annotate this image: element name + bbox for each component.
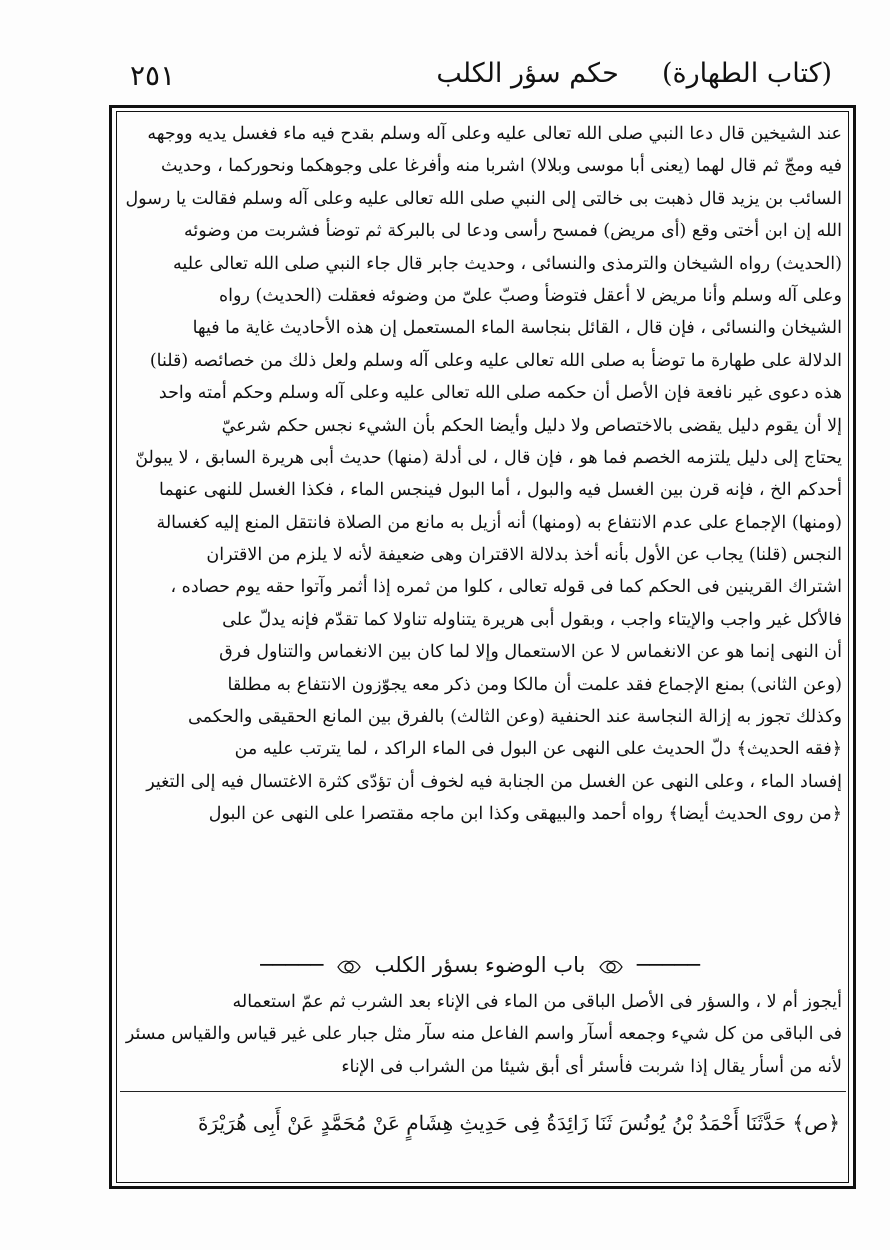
- text-line: ﴿فقه الحديث﴾ دلّ الحديث على النهى عن البول فى الماء الراكد ، لما يترتب عليه من: [234, 739, 842, 760]
- text-line: اشتراك القرينين فى الحكم كما فى قوله تعالى ، كلوا من ثمره إذا أثمر وآتوا حقه يوم حصاده ،: [170, 577, 842, 598]
- hadith-line: ﴿ص﴾ حَدَّثَنَا أَحْمَدُ بْنُ يُونُسَ ثَنَا زَائِدَةُ فِى حَدِيثِ هِشَامٍ عَنْ مُحَمَّدٍ عَنْ أَبِى هُرَيْرَةَ: [198, 1111, 840, 1135]
- text-line: إلا أن يقوم دليل يقضى بالاختصاص ولا دليل وأيضا الحكم بأن الشيء نجس حكم شرعيّ: [221, 415, 842, 436]
- text-line: هذه دعوى غير نافعة فإن الأصل أن حكمه صلى الله تعالى عليه وعلى آله وسلم وحكم أمته واحد: [158, 383, 842, 404]
- text-line: فيه ومجّ ثم قال لهما (يعنى أبا موسى وبلالا) اشربا منه وأفرغا على وجوهكما ونحوركما ، وحديث: [161, 156, 842, 177]
- text-line: إفساد الماء ، وعلى النهى عن الغسل من الجنابة فيه لخوف أن تؤدّى كثرة الاغتسال فيه إلى التغير: [146, 771, 842, 792]
- text-line: (الحديث) رواه الشيخان والترمذى والنسائى ، وحديث جابر قال جاء النبي صلى الله تعالى عليه: [173, 253, 842, 274]
- hadith-separator: [120, 1091, 846, 1092]
- text-line: الله إن ابن أختى وقع (أى مريض) فمسح رأسى ودعا لى بالبركة ثم توضأ فشربت من وضوئه: [183, 221, 842, 242]
- text-line: النجس (قلنا) يجاب عن الأول بأنه أخذ بدلالة الاقتران وهى ضعيفة لأنه لا يلزم من الاقتران: [206, 545, 842, 566]
- text-line: الدلالة على طهارة ما توضأ به صلى الله تعالى عليه وعلى آله وسلم ولعل ذلك من خصائصه (قلنا): [149, 350, 842, 371]
- right-rule: ─────: [260, 953, 324, 977]
- ornament-icon: [336, 956, 362, 978]
- text-line: أيجوز أم لا ، والسؤر فى الأصل الباقى من الماء فى الإناء بعد الشرب ثم عمّ استعماله: [232, 992, 842, 1012]
- running-title: [436, 56, 832, 92]
- ornament-icon: [598, 956, 624, 978]
- page-header: [112, 52, 852, 102]
- text-line: ﴿من روى الحديث أيضا﴾ رواه أحمد والبيهقى وكذا ابن ماجه مقتصرا على النهى عن البول: [208, 804, 842, 825]
- text-line: السائب بن يزيد قال ذهبت بى خالتى إلى النبي صلى الله تعالى عليه وعلى آله وسلم فقالت يا رسول: [125, 188, 842, 209]
- text-line: يحتاج إلى دليل يلتزمه الخصم فما هو ، فإن قال ، لى أدلة (منها) حديث أبى هريرة السابق ، لا يبولنّ: [135, 447, 842, 468]
- chapter-title: حكم سؤر الكلب: [436, 58, 619, 89]
- text-line: فالأكل غير واجب والإيتاء واجب ، وبقول أبى هريرة يتناوله تناولا كما تقدّم فإنه يدلّ على: [222, 609, 842, 630]
- page-number: ٢٥١: [130, 59, 176, 92]
- main-text: [120, 118, 846, 831]
- text-line: (وعن الثانى) بمنع الإجماع فقد علمت أن مالكا ومن ذكر معه يجوّزون الانتفاع به مطلقا: [227, 674, 842, 695]
- text-line: فى الباقى من كل شيء وجمعه أسآر واسم الفاعل منه سآر مثل جبار على غير قياس والقياس مسئر: [125, 1024, 842, 1045]
- book-title: (كتاب الطهارة): [661, 58, 832, 89]
- section-text: [120, 986, 846, 1083]
- text-line: الشيخان والنسائى ، فإن قال ، القائل بنجاسة الماء المستعمل إن هذه الأحاديث غاية ما فيها: [192, 318, 842, 339]
- left-rule: ─────: [636, 953, 700, 977]
- text-line: وعلى آله وسلم وأنا مريض لا أعقل فتوضأ وصبّ علىّ من وضوئه فعقلت (الحديث) رواه: [219, 285, 842, 306]
- section-divider: [220, 948, 740, 982]
- text-line: لأنه من أسأر يقال إذا شربت فأسئر أى أبق شيئا من الشراب فى الإناء: [341, 1056, 842, 1077]
- text-line: (ومنها) الإجماع على عدم الانتفاع به (ومنها) أنه أزيل به مانع من الصلاة فانتقل المنع إليه كغسالة: [156, 512, 842, 533]
- text-line: أحدكم الخ ، فإنه قرن بين الغسل فيه والبول ، أما البول فينجس الماء ، فكذا الغسل للنهى عنهما: [159, 480, 842, 501]
- text-line: وكذلك تجوز به إزالة النجاسة عند الحنفية (وعن الثالث) بالفرق بين المانع الحقيقى والحكمى: [188, 707, 842, 728]
- text-line: أن النهى إنما هو عن الانغماس لا عن الاستعمال وإلا لما كان بين الانغماس والتناول فرق: [219, 642, 842, 663]
- text-line: عند الشيخين قال دعا النبي صلى الله تعالى عليه وعلى آله وسلم بقدح فيه ماء فغسل يديه ووجهه: [147, 124, 842, 144]
- section-heading: باب الوضوء بسؤر الكلب: [374, 953, 586, 977]
